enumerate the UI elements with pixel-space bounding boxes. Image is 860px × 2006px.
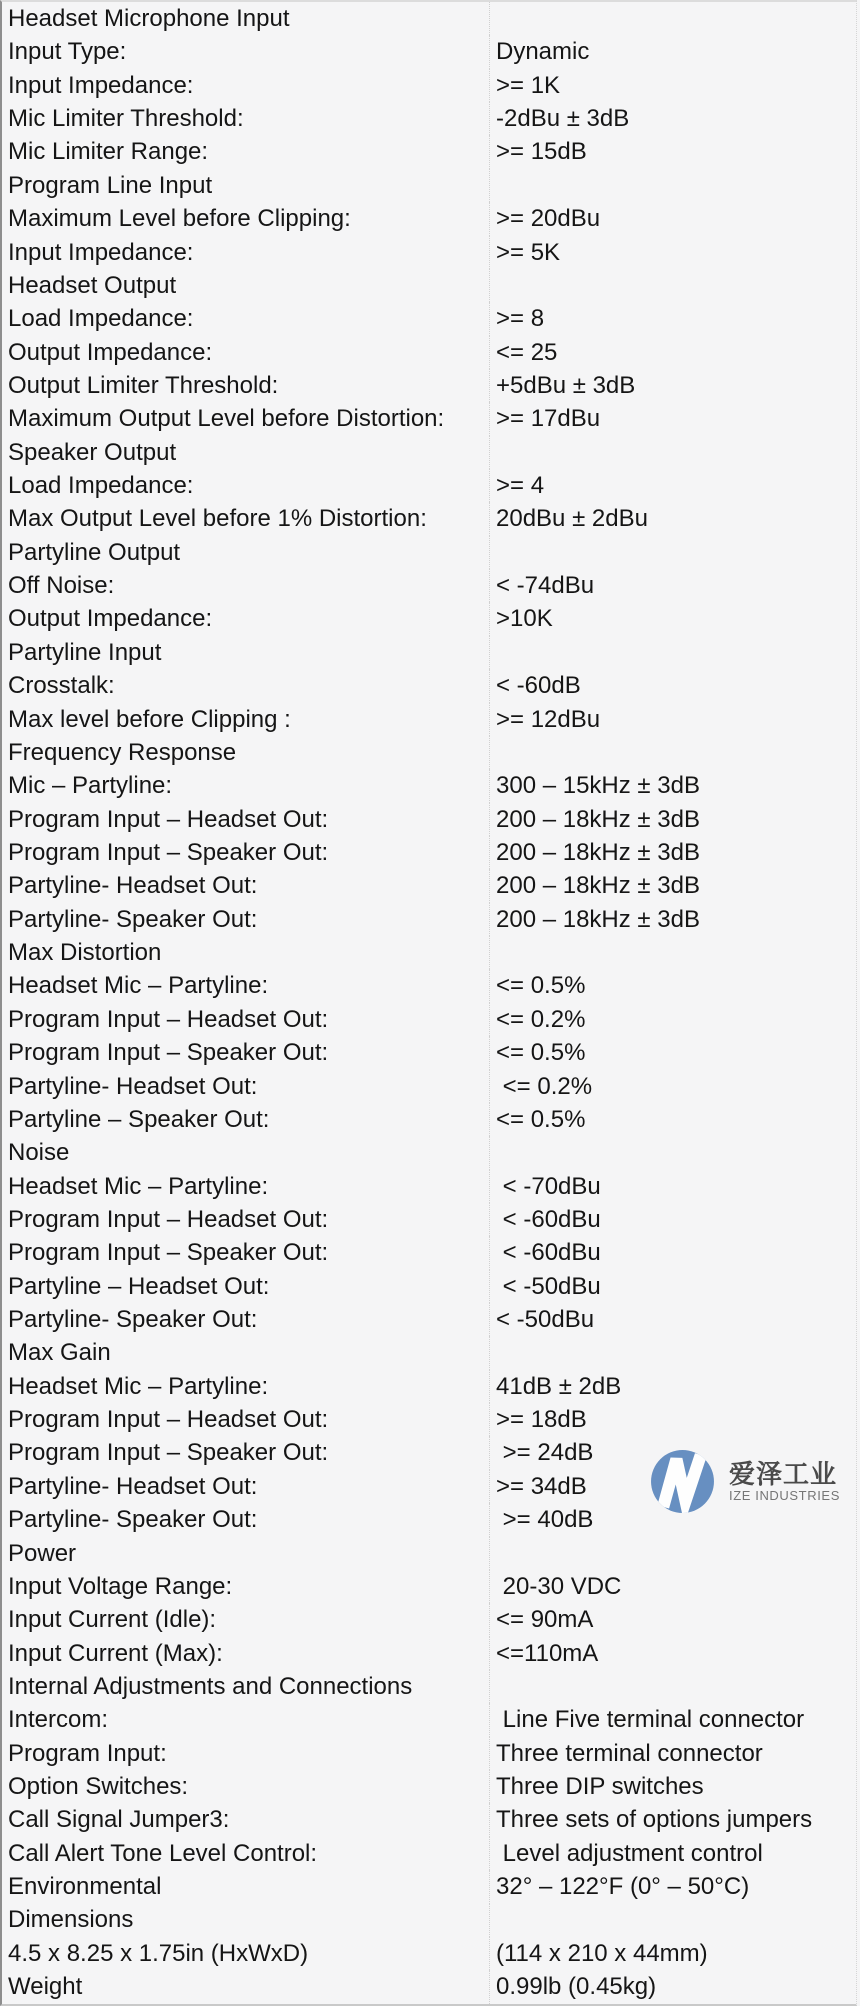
spec-value: <= 25 [496,338,558,366]
spec-row [2,1170,856,1203]
spec-label: Partyline- Headset Out: [2,869,490,902]
spec-value: >= 17dBu [496,405,601,433]
spec-label: Output Limiter Threshold: [2,369,490,402]
spec-label: Intercom: [2,1703,490,1736]
spec-label: Max level before Clipping : [2,703,490,736]
spec-row [2,1537,856,1570]
spec-value: (114 x 210 x 44mm) [496,1939,708,1967]
spec-row [2,669,856,702]
spec-label: Mic Limiter Threshold: [2,102,490,135]
spec-row [2,269,856,302]
spec-label: Option Switches: [2,1770,490,1803]
spec-row [2,1937,856,1970]
spec-value: 41dB ± 2dB [496,1372,622,1400]
spec-value: <= 0.5% [496,1039,586,1067]
spec-row [2,502,856,535]
spec-value: Three terminal connector [496,1739,763,1767]
spec-row [2,402,856,435]
spec-row [2,1603,856,1636]
spec-label: Load Impedance: [2,469,490,502]
spec-value: < -60dBu [496,1205,601,1233]
spec-value: >= 15dB [496,138,587,166]
spec-value: 300 – 15kHz ± 3dB [496,772,700,800]
brand-name-cn: 爱泽工业 [729,1459,838,1489]
spec-row [2,1103,856,1136]
spec-label: Program Input – Headset Out: [2,1203,490,1236]
spec-value: < -50dBu [496,1306,595,1334]
spec-row [2,336,856,369]
spec-row [2,1370,856,1403]
spec-label: Crosstalk: [2,669,490,702]
spec-row [2,1270,856,1303]
spec-row [2,1870,856,1903]
spec-table [2,2,856,2004]
spec-row [2,803,856,836]
spec-value: 0.99lb (0.45kg) [496,1973,657,2001]
spec-label: Headset Output [2,269,490,302]
spec-row [2,602,856,635]
spec-value: <= 0.2% [496,1072,593,1100]
spec-label: Frequency Response [2,736,490,769]
spec-label: Program Input – Headset Out: [2,1003,490,1036]
spec-label: Program Input – Speaker Out: [2,1436,490,1469]
brand-watermark [649,1448,840,1515]
spec-row [2,1003,856,1036]
spec-label: Off Noise: [2,569,490,602]
spec-row [2,1236,856,1269]
spec-row [2,1136,856,1169]
spec-label: Maximum Output Level before Distortion: [2,402,490,435]
spec-row [2,469,856,502]
spec-row [2,1637,856,1670]
brand-name-en: IZE INDUSTRIES [729,1488,840,1503]
spec-value: <= 0.5% [496,1105,586,1133]
spec-value: Level adjustment control [496,1839,763,1867]
spec-row [2,102,856,135]
spec-label: Maximum Level before Clipping: [2,202,490,235]
spec-row [2,903,856,936]
spec-value: 200 – 18kHz ± 3dB [496,805,700,833]
spec-value: +5dBu ± 3dB [496,371,636,399]
spec-value: <=110mA [496,1639,599,1667]
spec-row [2,35,856,68]
spec-value: 20-30 VDC [496,1572,622,1600]
spec-label: Partyline Output [2,536,490,569]
spec-row [2,1203,856,1236]
spec-row [2,869,856,902]
spec-label: Mic Limiter Range: [2,135,490,168]
spec-label: Input Voltage Range: [2,1570,490,1603]
spec-row [2,736,856,769]
spec-label: Power [2,1537,490,1570]
spec-value: >= 5K [496,238,561,266]
spec-label: Partyline- Headset Out: [2,1070,490,1103]
spec-row [2,569,856,602]
spec-row [2,1970,856,2003]
spec-row [2,202,856,235]
spec-label: Speaker Output [2,436,490,469]
spec-label: Program Input: [2,1737,490,1770]
spec-value: < -74dBu [496,572,595,600]
spec-row [2,836,856,869]
spec-value: >10K [496,605,553,633]
spec-row [2,169,856,202]
spec-value: < -60dBu [496,1239,601,1267]
spec-value: Three DIP switches [496,1773,704,1801]
spec-value: 20dBu ± 2dBu [496,505,648,533]
spec-label: Headset Microphone Input [2,2,490,35]
spec-value: >= 34dB [496,1472,587,1500]
spec-row [2,636,856,669]
spec-label: Load Impedance: [2,302,490,335]
spec-label: Input Current (Max): [2,1637,490,1670]
spec-value: -2dBu ± 3dB [496,105,630,133]
spec-row [2,1770,856,1803]
spec-label: Call Alert Tone Level Control: [2,1837,490,1870]
spec-label: Input Current (Idle): [2,1603,490,1636]
spec-label: Partyline – Headset Out: [2,1270,490,1303]
spec-row [2,302,856,335]
spec-label: Program Input – Speaker Out: [2,836,490,869]
spec-label: Output Impedance: [2,336,490,369]
spec-value: < -70dBu [496,1172,601,1200]
spec-label: Program Line Input [2,169,490,202]
spec-label: Program Input – Headset Out: [2,1403,490,1436]
spec-row [2,2,856,35]
spec-row [2,1670,856,1703]
spec-label: Max Gain [2,1336,490,1369]
spec-value: < -60dB [496,672,581,700]
spec-label: Program Input – Speaker Out: [2,1036,490,1069]
spec-row [2,236,856,269]
spec-value: 200 – 18kHz ± 3dB [496,872,700,900]
spec-value: >= 8 [496,305,545,333]
spec-value: < -50dBu [496,1272,601,1300]
spec-label: Environmental [2,1870,490,1903]
spec-row [2,936,856,969]
spec-label: Internal Adjustments and Connections [2,1670,490,1703]
spec-label: Dimensions [2,1903,490,1936]
brand-logo-icon [649,1448,716,1515]
spec-label: Partyline- Speaker Out: [2,1303,490,1336]
spec-label: Partyline- Headset Out: [2,1470,490,1503]
spec-row [2,1703,856,1736]
spec-label: Max Distortion [2,936,490,969]
spec-label: Mic – Partyline: [2,769,490,802]
spec-label: Noise [2,1136,490,1169]
spec-value: <= 0.2% [496,1005,586,1033]
spec-label: Call Signal Jumper3: [2,1803,490,1836]
spec-row [2,1036,856,1069]
spec-row [2,1803,856,1836]
spec-row [2,969,856,1002]
spec-row [2,135,856,168]
spec-row [2,1336,856,1369]
spec-value: Dynamic [496,38,590,66]
spec-label: Program Input – Speaker Out: [2,1236,490,1269]
spec-value: >= 24dB [496,1439,594,1467]
spec-row [2,1070,856,1103]
spec-label: Partyline – Speaker Out: [2,1103,490,1136]
spec-row [2,1403,856,1436]
spec-label: Weight [2,1970,490,2003]
spec-value: >= 40dB [496,1506,594,1534]
spec-value: 200 – 18kHz ± 3dB [496,905,700,933]
spec-label: Max Output Level before 1% Distortion: [2,502,490,535]
spec-label: Input Impedance: [2,69,490,102]
spec-value: >= 1K [496,71,561,99]
spec-label: Input Type: [2,35,490,68]
spec-label: Headset Mic – Partyline: [2,1370,490,1403]
spec-value: >= 18dB [496,1406,587,1434]
spec-label: Headset Mic – Partyline: [2,1170,490,1203]
spec-row [2,1570,856,1603]
spec-row [2,1903,856,1936]
spec-label: Partyline Input [2,636,490,669]
spec-value: 200 – 18kHz ± 3dB [496,838,700,866]
spec-value: <= 90mA [496,1606,594,1634]
spec-row [2,369,856,402]
spec-label: Partyline- Speaker Out: [2,1503,490,1536]
spec-row [2,1837,856,1870]
spec-row [2,69,856,102]
spec-label: Program Input – Headset Out: [2,803,490,836]
brand-text-block [729,1460,840,1503]
spec-label: 4.5 x 8.25 x 1.75in (HxWxD) [2,1937,490,1970]
spec-label: Headset Mic – Partyline: [2,969,490,1002]
spec-row [2,703,856,736]
spec-row [2,1737,856,1770]
spec-value: Three sets of options jumpers [496,1806,813,1834]
spec-value: >= 12dBu [496,705,601,733]
spec-value: >= 20dBu [496,205,601,233]
spec-value: Line Five terminal connector [496,1706,805,1734]
spec-label: Input Impedance: [2,236,490,269]
spec-value: >= 4 [496,472,545,500]
spec-row [2,1303,856,1336]
spec-label: Partyline- Speaker Out: [2,903,490,936]
spec-row [2,769,856,802]
spec-value: <= 0.5% [496,972,586,1000]
spec-row [2,436,856,469]
spec-label: Output Impedance: [2,602,490,635]
spec-value: 32° – 122°F (0° – 50°C) [496,1873,750,1901]
spec-row [2,536,856,569]
